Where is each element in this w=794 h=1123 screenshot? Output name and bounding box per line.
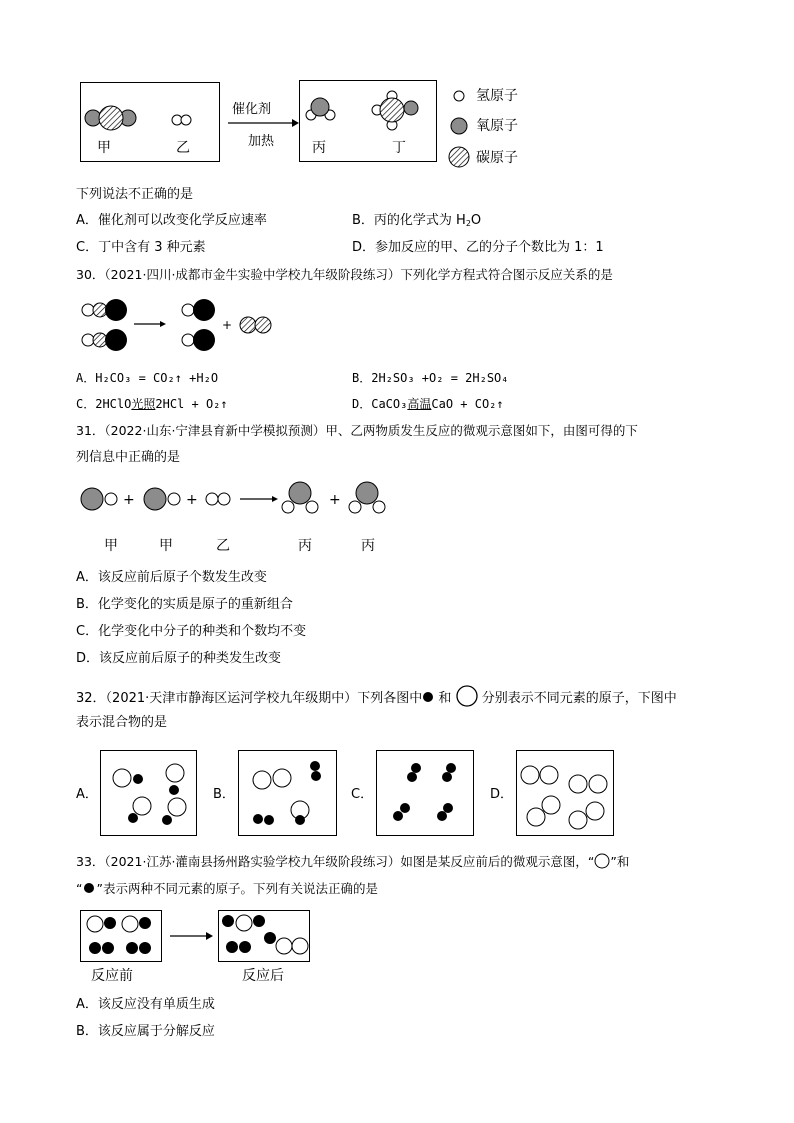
q31-option-d: D．该反应前后原子的种类发生改变	[76, 651, 282, 666]
q33-after-atoms	[218, 910, 310, 962]
q31-option-a: A．该反应前后原子个数发生改变	[76, 570, 267, 585]
q33-before-label: 反应前	[91, 968, 133, 984]
heat-label: 加热	[248, 134, 275, 149]
label-yi: 乙	[176, 140, 190, 156]
q31-label-bing-2: 丙	[361, 538, 375, 554]
q33-arrow-icon	[170, 931, 214, 941]
q33-title-line1: 33．（2021·江苏·灌南县扬州路实验学校九年级阶段练习）如图是某反应前后的微观示意图，“ ”和	[76, 854, 630, 869]
reaction-arrow-icon	[226, 118, 300, 128]
q32-option-d-atoms	[516, 750, 614, 836]
q32-option-b-atoms	[238, 750, 336, 836]
q32-letter-d: D．	[490, 787, 514, 802]
q31-label-bing-1: 丙	[298, 538, 312, 554]
q32-option-a-atoms	[100, 750, 196, 836]
white-atom-icon	[594, 853, 610, 869]
svg-text:+: +	[123, 492, 135, 508]
q29-stem: 下列说法不正确的是	[76, 187, 194, 202]
svg-text:+: +	[329, 492, 341, 508]
q30-option-c: C．2HClO光照2HCl + O₂↑	[76, 397, 228, 411]
black-atom-icon	[82, 882, 96, 894]
white-atom-icon	[456, 685, 478, 707]
q32-title-line2: 表示混合物的是	[76, 715, 168, 730]
q33-option-a: A．该反应没有单质生成	[76, 997, 215, 1012]
q30-option-d: D．CaCO₃高温CaO + CO₂↑	[352, 397, 504, 411]
q32-letter-b: B．	[213, 787, 235, 802]
q32-option-c-atoms	[376, 750, 474, 836]
q29-option-a: A．催化剂可以改变化学反应速率	[76, 213, 267, 228]
q32-title-line1: 32．（2021·天津市静海区运河学校九年级期中）下列各图中 和 分别表示不同元素的原子，下图中	[76, 685, 677, 707]
q33-option-b: B．该反应属于分解反应	[76, 1024, 215, 1039]
q31-label-jia-2: 甲	[159, 538, 173, 554]
label-ding: 丁	[392, 140, 406, 156]
q31-label-yi: 乙	[216, 538, 230, 554]
catalyst-label: 催化剂	[232, 102, 272, 117]
legend-hydrogen: 氢原子	[476, 88, 518, 104]
q31-label-jia-1: 甲	[104, 538, 118, 554]
black-atom-icon	[422, 691, 434, 703]
q29-option-b: B．丙的化学式为 $H_2O$	[352, 213, 482, 228]
q29-option-c: C．丁中含有 3 种元素	[76, 240, 206, 255]
svg-text:+: +	[186, 492, 198, 508]
legend-icons	[448, 86, 478, 166]
legend-oxygen: 氧原子	[476, 118, 518, 134]
svg-text:+: +	[222, 318, 233, 332]
q30-title: 30．（2021·四川·成都市金牛实验中学校九年级阶段练习）下列化学方程式符合图示反应关系的是	[76, 267, 613, 282]
q33-title-line2: “ ”表示两种不同元素的原子。下列有关说法正确的是	[76, 881, 378, 896]
q29-option-d: D．参加反应的甲、乙的分子个数比为 1：1	[352, 240, 604, 255]
q31-option-b: B．化学变化的实质是原子的重新组合	[76, 597, 293, 612]
q30-option-b: B．2H₂SO₃ +O₂ = 2H₂SO₄	[352, 371, 509, 385]
q32-letter-a: A．	[76, 787, 98, 802]
label-bing: 丙	[312, 140, 326, 156]
q33-before-atoms	[80, 910, 162, 962]
label-jia: 甲	[97, 140, 111, 156]
q33-after-label: 反应后	[242, 968, 284, 984]
q31-title-line2: 列信息中正确的是	[76, 450, 181, 465]
q32-letter-c: C．	[351, 787, 374, 802]
legend-carbon: 碳原子	[476, 150, 518, 166]
q30-diagram	[76, 296, 296, 356]
q31-diagram	[76, 480, 396, 520]
q31-title-line1: 31．（2022·山东·宁津县育新中学模拟预测）甲、乙两物质发生反应的微观示意图如下，由图可得的下	[76, 423, 638, 438]
q30-option-a: A．H₂CO₃ = CO₂↑ +H₂O	[76, 371, 219, 385]
q31-option-c: C．化学变化中分子的种类和个数均不变	[76, 624, 307, 639]
